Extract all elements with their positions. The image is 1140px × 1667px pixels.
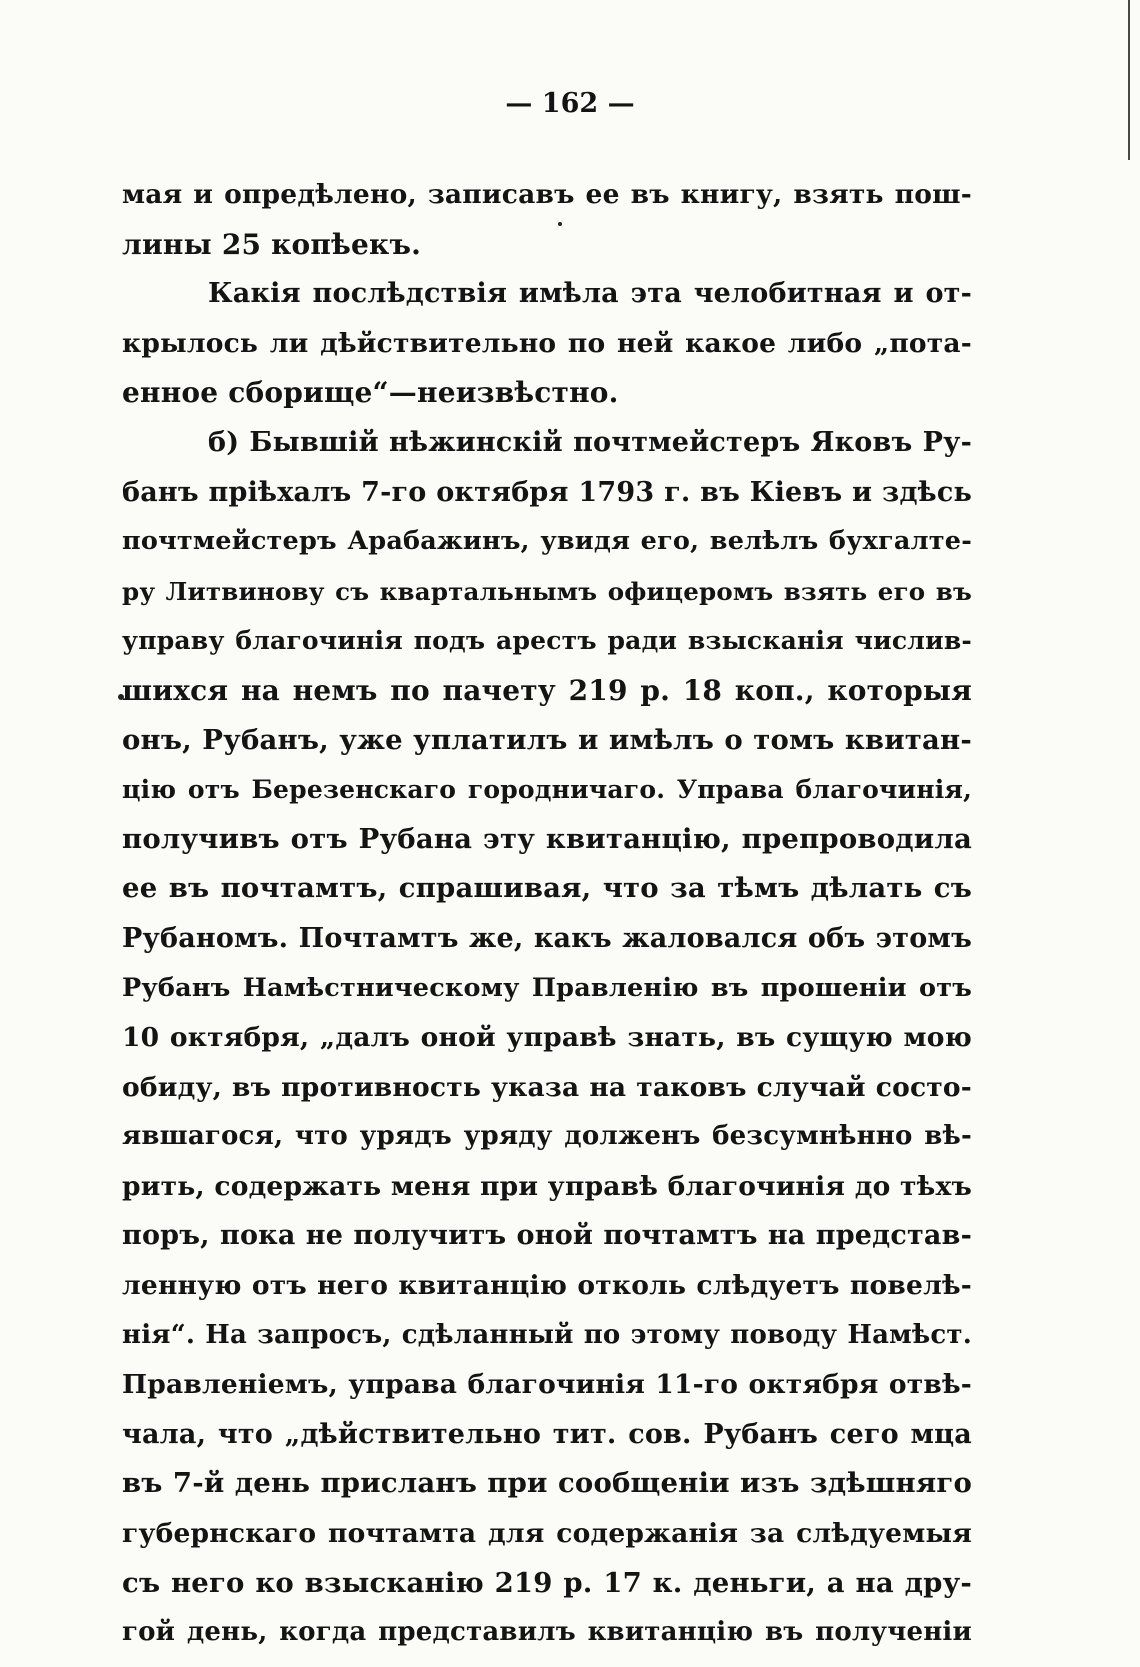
text-line: чала, что „дѣйствительно тит. сов. Рубанъ сего мца xyxy=(122,1418,972,1450)
text-line: почтмейстеръ Арабажинъ, увидя его, велѣлъ бухгалте- xyxy=(122,526,972,557)
text-line: губернскаго почтамта для содержанія за слѣдуемыя xyxy=(122,1518,972,1550)
text-line: мая и опредѣлено, записавъ ее въ книгу, взять пош- xyxy=(122,179,972,210)
text-line: Рубаномъ. Почтамтъ же, какъ жаловался объ этомъ xyxy=(122,922,972,954)
body-text xyxy=(122,170,972,1658)
text-line: въ 7-й день присланъ при сообщеніи изъ здѣшняго xyxy=(122,1467,972,1500)
text-line: б) Бывшій нѣжинскій почтмейстеръ Яковъ Ру- xyxy=(208,426,972,458)
text-line: енное сборище“—неизвѣстно. xyxy=(122,376,619,410)
text-line: шихся на немъ по пачету 219 р. 18 коп., которыя xyxy=(122,673,972,707)
text-line: рить, содержать меня при управѣ благочинія до тѣхъ xyxy=(122,1170,972,1202)
text-line: управу благочинія подъ арестъ ради взысканія числив- xyxy=(122,626,972,656)
text-line: Рубанъ Намѣстническому Правленію въ прошеніи отъ xyxy=(122,972,972,1003)
text-line: Правленіемъ, управа благочинія 11-го октября отвѣ- xyxy=(122,1369,972,1401)
text-line: онъ, Рубанъ, уже уплатилъ и имѣлъ о томъ квитан- xyxy=(122,723,972,756)
text-line: поръ, пока не получитъ оной почтамтъ на представ- xyxy=(122,1220,972,1252)
text-line: крылось ли дѣйствительно по ней какое либо „пота- xyxy=(122,327,972,359)
page-edge-shadow xyxy=(1128,0,1130,160)
text-line: получивъ отъ Рубана эту квитанцію, препроводила xyxy=(122,822,972,855)
text-line: съ него ко взысканію 219 р. 17 к. деньги, а на дру- xyxy=(122,1566,972,1599)
text-line: обиду, въ противность указа на таковъ случай состо- xyxy=(122,1071,972,1103)
text-line: ленную отъ него квитанцію отколь слѣдуетъ повелѣ- xyxy=(122,1270,972,1302)
page-number: — 162 — xyxy=(505,88,635,119)
text-line: ее въ почтамтъ, спрашивая, что за тѣмъ дѣлать съ xyxy=(122,872,972,905)
text-line: банъ пріѣхалъ 7-го октября 1793 г. въ Кіевъ и здѣсь xyxy=(122,476,972,508)
text-line: Какія послѣдствія имѣла эта челобитная и от- xyxy=(208,278,972,310)
text-line: гой день, когда представилъ квитанцію въ полученіи xyxy=(122,1617,972,1648)
text-line: 10 октября, „далъ оной управѣ знать, въ сущую мою xyxy=(122,1022,972,1054)
text-line: явшагося, что урядъ уряду долженъ безсумнѣнно вѣ- xyxy=(122,1121,972,1152)
text-line: нія“. На запросъ, сдѣланный по этому поводу Намѣст. xyxy=(122,1319,972,1350)
text-line: ру Литвинову съ квартальнымъ офицеромъ взять его въ xyxy=(122,576,972,606)
text-line: лины 25 копѣекъ. xyxy=(122,227,422,261)
text-line: цію отъ Березенскаго городничаго. Управа благочинія, xyxy=(122,775,972,805)
